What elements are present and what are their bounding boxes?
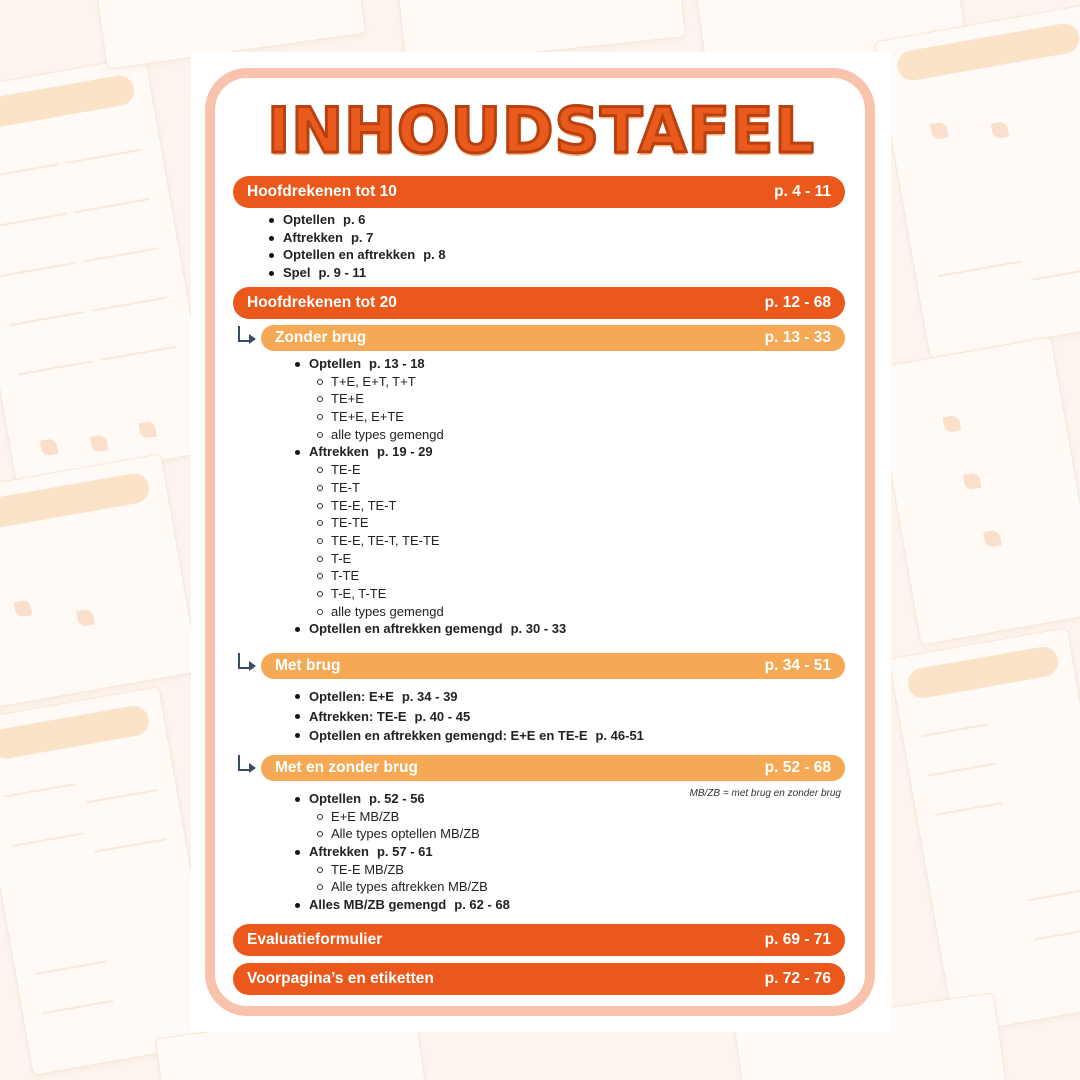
page-title: INHOUDSTAFEL (267, 94, 815, 167)
subsection-label: Met brug (275, 657, 341, 674)
section-bar-hoofdrekenen-20 (233, 287, 845, 319)
subsection-pages: p. 13 - 33 (764, 329, 831, 346)
list-item: Optellen p. 52 - 56 (295, 790, 510, 808)
list-subitem: TE-E MB/ZB (295, 861, 510, 879)
list-item: Aftrekken p. 57 - 61 (295, 843, 510, 861)
list-item: Spel p. 9 - 11 (269, 264, 446, 282)
list-item: Optellen en aftrekken gemengd: E+E en TE-E p. 46-51 (295, 726, 644, 746)
list-item: Alles MB/ZB gemengd p. 62 - 68 (295, 896, 510, 914)
section-pages: p. 12 - 68 (764, 294, 831, 311)
toc-page (191, 52, 891, 1032)
section-label: Hoofdrekenen tot 20 (247, 294, 397, 311)
list-subitem: TE-E, TE-T (295, 497, 566, 515)
list-subitem: Alle types aftrekken MB/ZB (295, 878, 510, 896)
list-zonder-brug (295, 355, 566, 638)
list-item: Optellen: E+E p. 34 - 39 (295, 687, 644, 707)
section-pages: p. 4 - 11 (774, 183, 831, 200)
list-subitem: TE-T (295, 479, 566, 497)
sub-arrow-icon (235, 655, 257, 677)
subsection-pages: p. 34 - 51 (764, 657, 831, 674)
sub-arrow-icon (235, 328, 257, 350)
list-met-brug (295, 687, 644, 746)
subsection-bar-met-en-zonder-brug (261, 755, 845, 781)
abbreviation-note: MB/ZB = met brug en zonder brug (689, 788, 841, 799)
list-subitem: alle types gemengd (295, 426, 566, 444)
list-subitem: TE+E, E+TE (295, 408, 566, 426)
subsection-label: Zonder brug (275, 329, 367, 346)
section-label: Hoofdrekenen tot 10 (247, 183, 397, 200)
list-subitem: T-E (295, 550, 566, 568)
list-subitem: alle types gemengd (295, 603, 566, 621)
list-subitem: E+E MB/ZB (295, 808, 510, 826)
section-bar-voorpaginas (233, 963, 845, 995)
section-label: Evaluatieformulier (247, 931, 383, 948)
list-item: Optellen p. 13 - 18 (295, 355, 566, 373)
list-hoofdrekenen-10 (269, 211, 446, 282)
list-item: Optellen en aftrekken gemengd p. 30 - 33 (295, 620, 566, 638)
section-pages: p. 72 - 76 (764, 970, 831, 987)
list-subitem: TE-E, TE-T, TE-TE (295, 532, 566, 550)
list-subitem: T-E, T-TE (295, 585, 566, 603)
subsection-pages: p. 52 - 68 (764, 759, 831, 776)
section-label: Voorpagina’s en etiketten (247, 970, 434, 987)
list-subitem: TE+E (295, 390, 566, 408)
subsection-bar-zonder-brug (261, 325, 845, 351)
subsection-bar-met-brug (261, 653, 845, 679)
list-item: Aftrekken p. 7 (269, 229, 446, 247)
list-subitem: T-TE (295, 567, 566, 585)
sub-arrow-icon (235, 757, 257, 779)
section-bar-hoofdrekenen-10 (233, 176, 845, 208)
list-subitem: Alle types optellen MB/ZB (295, 825, 510, 843)
section-pages: p. 69 - 71 (764, 931, 831, 948)
list-met-en-zonder-brug (295, 790, 510, 914)
list-item: Optellen en aftrekken p. 8 (269, 246, 446, 264)
list-item: Aftrekken p. 19 - 29 (295, 443, 566, 461)
list-subitem: TE-E (295, 461, 566, 479)
list-item: Optellen p. 6 (269, 211, 446, 229)
subsection-label: Met en zonder brug (275, 759, 418, 776)
list-subitem: T+E, E+T, T+T (295, 373, 566, 391)
list-subitem: TE-TE (295, 514, 566, 532)
list-item: Aftrekken: TE-E p. 40 - 45 (295, 707, 644, 727)
section-bar-evaluatieformulier (233, 924, 845, 956)
